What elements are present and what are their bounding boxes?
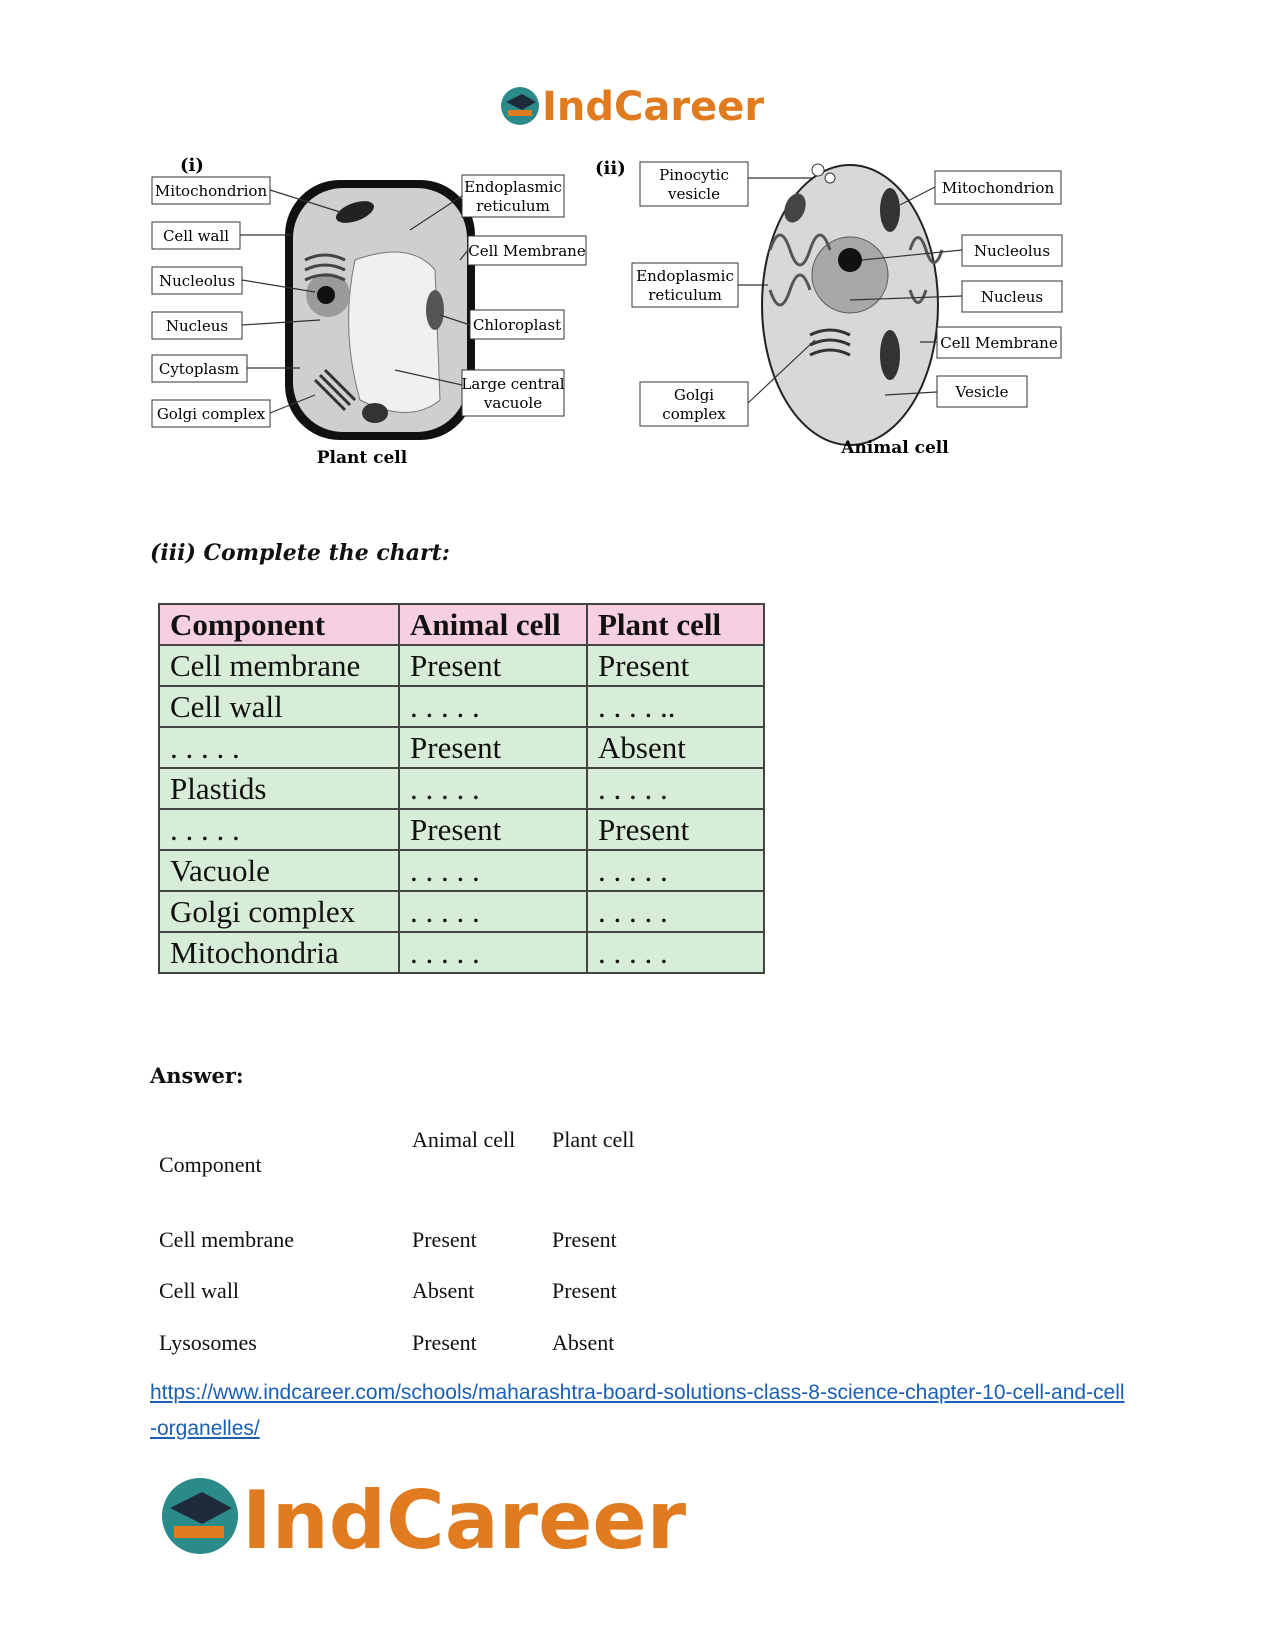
answer-cell: Absent: [552, 1330, 615, 1355]
table-cell: . . . . .: [399, 932, 587, 973]
table-row: [159, 850, 764, 891]
table-row: [159, 809, 764, 850]
table-row: [159, 727, 764, 768]
table-cell: Present: [399, 809, 587, 850]
animal-label-cell-membrane: Cell Membrane: [940, 334, 1058, 352]
answer-cell: Present: [412, 1227, 477, 1252]
plant-label-cell-membrane: Cell Membrane: [468, 242, 586, 260]
animal-cell-caption: Animal cell: [841, 438, 949, 458]
plant-cell-caption: Plant cell: [316, 448, 408, 468]
answer-label: Answer:: [150, 1063, 244, 1088]
animal-label-golgi-1: Golgi: [673, 386, 715, 404]
answer-cell: Lysosomes: [159, 1330, 257, 1355]
answer-cell: Present: [412, 1330, 477, 1355]
animal-label-golgi-2: complex: [662, 405, 726, 423]
chart-section-title: (iii) Complete the chart:: [150, 540, 450, 566]
table-row: [159, 891, 764, 932]
plant-label-nucleolus: Nucleolus: [158, 272, 236, 290]
animal-cell-diagram: [595, 158, 1062, 458]
animal-label-er-1: Endoplasmic: [636, 267, 734, 285]
table-cell: Absent: [587, 727, 764, 768]
cell-diagrams-figure: [150, 150, 1120, 500]
indcareer-logo-top: [500, 80, 780, 130]
animal-label-nucleolus: Nucleolus: [973, 242, 1051, 260]
indcareer-logo-bottom: [160, 1468, 700, 1563]
answer-header-animal: Animal cell: [412, 1127, 516, 1152]
table-cell: . . . . .: [399, 686, 587, 727]
plant-label-cytoplasm: Cytoplasm: [158, 360, 240, 378]
plant-label-vacuole-1: Large central: [461, 375, 565, 393]
answer-cell: Cell membrane: [159, 1227, 295, 1252]
table-cell: . . . . .: [399, 850, 587, 891]
plant-label-vacuole-2: vacuole: [483, 394, 543, 412]
plant-label-nucleus: Nucleus: [165, 317, 229, 335]
animal-label-mitochondrion: Mitochondrion: [941, 179, 1055, 197]
table-row: [159, 686, 764, 727]
answer-header-component: Component: [159, 1152, 262, 1177]
table-cell: Golgi complex: [159, 891, 399, 932]
table-cell: Mitochondria: [159, 932, 399, 973]
animal-label-pino-2: vesicle: [668, 185, 720, 203]
table-cell: Cell membrane: [159, 645, 399, 686]
animal-label-nucleus: Nucleus: [980, 288, 1044, 306]
plant-label-cell-wall: Cell wall: [162, 227, 230, 245]
table-cell: Present: [587, 809, 764, 850]
table-cell: . . . . ..: [587, 686, 764, 727]
table-header-cell: Animal cell: [399, 604, 587, 645]
table-cell: . . . . .: [587, 932, 764, 973]
table-cell: Plastids: [159, 768, 399, 809]
table-cell: . . . . .: [399, 768, 587, 809]
table-cell: Present: [587, 645, 764, 686]
plant-cell-diagram: [152, 155, 586, 468]
answer-cell: Absent: [412, 1278, 475, 1303]
logo-text-top: IndCareer: [542, 84, 765, 130]
plant-label-er-2: reticulum: [476, 197, 550, 215]
part-ii-label: (ii): [595, 158, 626, 179]
table-header-cell: Component: [159, 604, 399, 645]
plant-label-golgi: Golgi complex: [156, 405, 266, 423]
source-link[interactable]: https://www.indcareer.com/schools/maharashtra-board-solutions-class-8-science-chapter-10-cell-and-cell-organelles/: [150, 1381, 1125, 1440]
table-header-row: [159, 604, 764, 645]
table-cell: . . . . .: [159, 809, 399, 850]
answer-cell: Present: [552, 1227, 617, 1252]
plant-label-mitochondrion: Mitochondrion: [154, 182, 268, 200]
plant-label-er-1: Endoplasmic: [464, 178, 562, 196]
table-row: [159, 768, 764, 809]
answer-header-plant: Plant cell: [552, 1127, 635, 1152]
table-row: [159, 645, 764, 686]
table-cell: Cell wall: [159, 686, 399, 727]
table-cell: Present: [399, 727, 587, 768]
logo-text-bottom: IndCareer: [242, 1474, 687, 1563]
table-cell: . . . . .: [587, 850, 764, 891]
animal-label-pino-1: Pinocytic: [659, 166, 729, 184]
table-cell: . . . . .: [587, 768, 764, 809]
table-row: [159, 932, 764, 973]
complete-the-chart-table: [158, 603, 765, 974]
table-cell: . . . . .: [159, 727, 399, 768]
animal-label-vesicle: Vesicle: [955, 383, 1009, 401]
plant-label-chloroplast: Chloroplast: [472, 316, 562, 334]
table-cell: Present: [399, 645, 587, 686]
table-cell: Vacuole: [159, 850, 399, 891]
table-cell: . . . . .: [399, 891, 587, 932]
answer-cell: Cell wall: [159, 1278, 240, 1303]
table-cell: . . . . .: [587, 891, 764, 932]
table-header-cell: Plant cell: [587, 604, 764, 645]
answer-cell: Present: [552, 1278, 617, 1303]
part-i-label: (i): [180, 155, 204, 176]
animal-label-er-2: reticulum: [648, 286, 722, 304]
